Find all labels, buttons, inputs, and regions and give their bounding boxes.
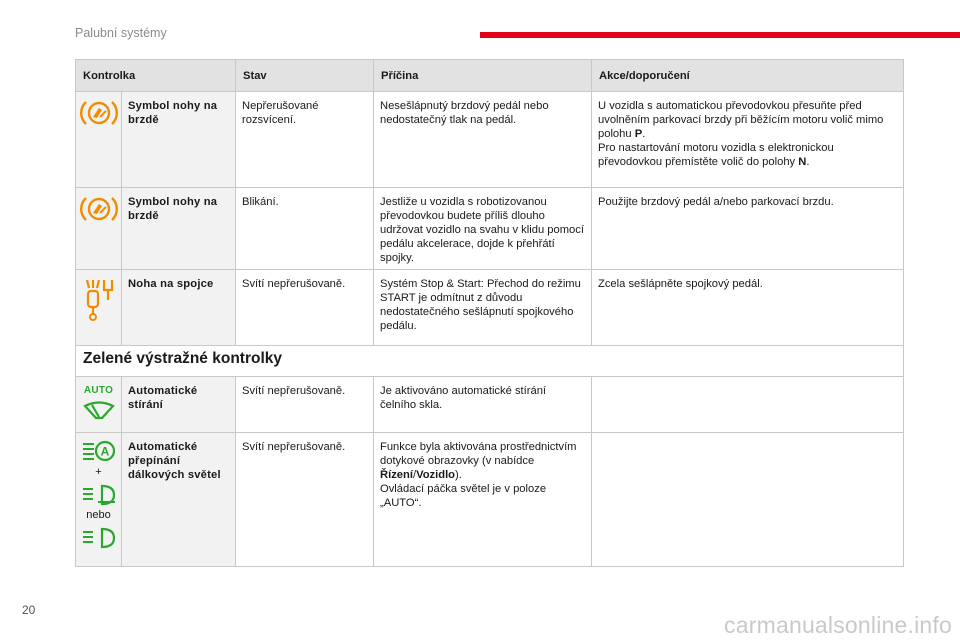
- indicator-action: [592, 92, 904, 188]
- foot-on-brake-icon: [78, 98, 119, 128]
- indicator-cause: [374, 433, 592, 567]
- indicator-icon-cell: [76, 92, 122, 188]
- cause-text-bold: Vozidlo: [416, 469, 456, 481]
- action-text: .: [642, 128, 646, 140]
- cause-text: Funkce byla aktivována prostřednictvím dotykové obrazovky (v nabídce: [380, 441, 577, 467]
- high-beam-icon: [78, 527, 119, 549]
- indicator-cause: Nesešlápnutý brzdový pedál nebo nedostatečný tlak na pedál.: [374, 92, 592, 188]
- indicator-state: Nepřerušované rozsvícení.: [236, 92, 374, 188]
- indicator-state: Svítí nepřerušovaně.: [236, 377, 374, 433]
- section-row: [76, 346, 904, 377]
- foot-on-brake-icon: [78, 194, 119, 224]
- section-title: Zelené výstražné kontrolky: [76, 346, 904, 377]
- table-row: [76, 188, 904, 270]
- action-text-bold: N: [798, 156, 807, 168]
- indicator-icon-cell: [76, 377, 122, 433]
- action-text: U vozidla s automatickou převodovkou přesuňte před uvolněním parkovací brzdy při běžícím motoru volič mimo polohu: [598, 100, 884, 140]
- indicator-icon-cell: [76, 433, 122, 567]
- table-header-row: [76, 60, 904, 92]
- svg-text:A: A: [100, 444, 109, 459]
- indicator-action: [592, 377, 904, 433]
- table-row: [76, 377, 904, 433]
- indicator-name: Automatické přepínání dálkových světel: [122, 433, 236, 567]
- header-accent-bar: [480, 32, 960, 38]
- indicator-name: Symbol nohy na brzdě: [122, 188, 236, 270]
- column-header-akce: Akce/doporučení: [592, 60, 904, 92]
- table-row: [76, 92, 904, 188]
- indicator-action: Zcela sešlápněte spojkový pedál.: [592, 270, 904, 346]
- page-header-title: Palubní systémy: [75, 26, 167, 40]
- indicator-name: Symbol nohy na brzdě: [122, 92, 236, 188]
- plus-sign: +: [95, 466, 102, 478]
- indicator-state: Svítí nepřerušovaně.: [236, 270, 374, 346]
- warning-lights-table: [75, 59, 904, 567]
- table-row: [76, 270, 904, 346]
- indicator-icon-cell: [76, 270, 122, 346]
- indicator-name: Automatické stírání: [122, 377, 236, 433]
- action-text: Pro nastartování motoru vozidla s elektronickou převodovkou přemístěte volič do polohy: [598, 142, 834, 168]
- table-row: [76, 433, 904, 567]
- indicator-state: Blikání.: [236, 188, 374, 270]
- auto-high-beam-icon: [78, 439, 119, 463]
- indicator-icon-cell: [76, 188, 122, 270]
- action-text: .: [806, 156, 810, 168]
- indicator-state: Svítí nepřerušovaně.: [236, 433, 374, 567]
- cause-text: ).: [455, 469, 462, 481]
- indicator-cause: Systém Stop & Start: Přechod do režimu START je odmítnut z důvodu nedostatečného sešlápnutí spojkového pedálu.: [374, 270, 592, 346]
- indicator-cause: Jestliže u vozidla s robotizovanou převodovkou budete příliš dlouho udržovat vozidlo na svahu v klidu pomocí pedálu akcelerace, dojde k přehřátí spojky.: [374, 188, 592, 270]
- page-number: 20: [22, 603, 36, 617]
- high-beam-icon: [78, 484, 119, 506]
- column-header-pricina: Příčina: [374, 60, 592, 92]
- column-header-stav: Stav: [236, 60, 374, 92]
- cause-text-bold: Řízení: [380, 469, 413, 481]
- auto-wiper-icon: [78, 398, 119, 422]
- cause-text: /: [412, 469, 417, 481]
- watermark: carmanualsonline.info: [724, 612, 952, 638]
- cause-text: Ovládací páčka světel je v poloze „AUTO“.: [380, 483, 547, 509]
- column-header-kontrolka: Kontrolka: [76, 60, 236, 92]
- auto-label-icon: AUTO: [83, 385, 114, 396]
- or-label: nebo: [86, 509, 111, 521]
- indicator-cause: Je aktivováno automatické stírání čelního skla.: [374, 377, 592, 433]
- indicator-name: Noha na spojce: [122, 270, 236, 346]
- indicator-action: [592, 433, 904, 567]
- indicator-action: Použijte brzdový pedál a/nebo parkovací brzdu.: [592, 188, 904, 270]
- foot-on-clutch-icon: [78, 276, 119, 322]
- action-text-bold: P: [634, 128, 643, 140]
